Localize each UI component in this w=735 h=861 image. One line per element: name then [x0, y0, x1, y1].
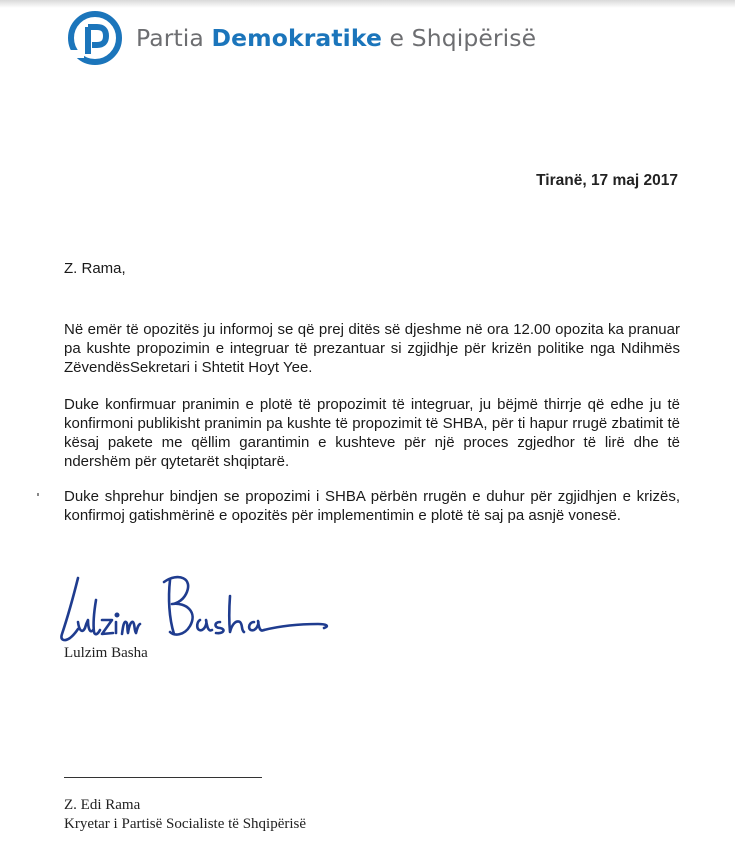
divider-line	[64, 777, 262, 778]
party-name-part1: Partia	[136, 24, 212, 52]
paragraph-2: Duke konfirmuar pranimin e plotë të propozimit të integruar, ju bëjmë thirrje që edhe ju të konfirmoni publikisht pranimin pa kushte të propozimit të SHBA, për ti hapur rrugë zbatimit të kësaj pakete me qëllim garantimin e kushteve për një proces zgjedhor të lirë dhe të ndershëm për qytetarët shqiptarë.	[64, 396, 680, 470]
party-name-part2: e Shqipërisë	[381, 24, 537, 52]
party-logo-icon	[68, 10, 122, 66]
salutation: Z. Rama,	[64, 260, 126, 277]
recipient-name: Z. Edi Rama	[64, 797, 141, 813]
signer-name: Lulzim Basha	[64, 645, 148, 661]
recipient-block	[64, 796, 306, 834]
handwritten-signature	[52, 572, 342, 652]
letterhead	[68, 8, 536, 68]
scan-speck	[37, 493, 39, 496]
paragraph-1: Në emër të opozitës ju informoj se që prej ditës së djeshme në ora 12.00 opozita ka pranuar pa kushte propozimin e integruar të prezantuar si zgjidhje për krizën politike nga Ndihmës ZëvendësSekretari i Shtetit Hoyt Yee.	[64, 321, 680, 376]
party-name	[136, 24, 536, 52]
paragraph-3: Duke shprehur bindjen se propozimi i SHBA përbën rrugën e duhur për zgjidhjen e krizës, konfirmoj gatishmërinë e opozitës për implementimin e plotë të saj pa asnjë vonesë.	[64, 488, 680, 524]
letter-date: Tiranë, 17 maj 2017	[536, 172, 678, 189]
recipient-title: Kryetar i Partisë Socialiste të Shqipërisë	[64, 816, 307, 832]
party-name-bold: Demokratike	[211, 24, 382, 52]
scan-edge	[0, 0, 735, 8]
